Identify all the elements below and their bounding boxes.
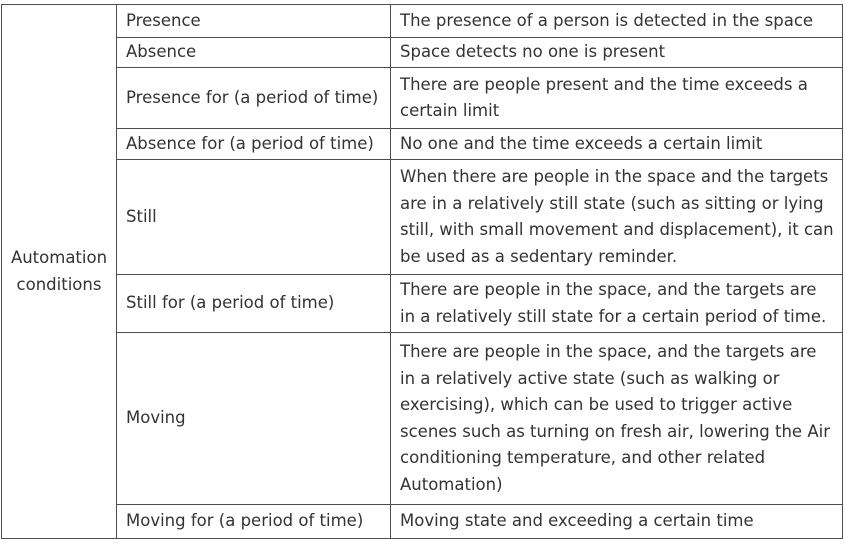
automation-conditions-table bbox=[1, 4, 843, 539]
table-row bbox=[2, 129, 843, 160]
group-label-cell bbox=[2, 5, 117, 539]
condition-name: Presence for (a period of time) bbox=[117, 68, 391, 129]
table-row bbox=[2, 5, 843, 38]
condition-description: No one and the time exceeds a certain limit bbox=[391, 129, 843, 160]
condition-name: Presence bbox=[117, 5, 391, 38]
condition-name: Absence for (a period of time) bbox=[117, 129, 391, 160]
condition-name: Absence bbox=[117, 38, 391, 68]
condition-description: Space detects no one is present bbox=[391, 38, 843, 68]
table-row bbox=[2, 333, 843, 505]
table-row bbox=[2, 68, 843, 129]
condition-name: Moving for (a period of time) bbox=[117, 505, 391, 539]
table-row bbox=[2, 505, 843, 539]
condition-description: There are people in the space, and the targets are in a relatively still state for a certain period of time. bbox=[391, 275, 843, 333]
condition-description: Moving state and exceeding a certain time bbox=[391, 505, 843, 539]
table-row bbox=[2, 275, 843, 333]
condition-description: When there are people in the space and the targets are in a relatively still state (such as sitting or lying still, with small movement and displacement), it can be used as a sedentary reminder. bbox=[391, 160, 843, 275]
condition-name: Moving bbox=[117, 333, 391, 505]
condition-description: There are people in the space, and the targets are in a relatively active state (such as walking or exercising), which can be used to trigger active scenes such as turning on fresh air, lowering the Air conditioning temperature, and other related Automation) bbox=[391, 333, 843, 505]
group-label: Automation conditions bbox=[10, 248, 108, 294]
condition-description: There are people present and the time exceeds a certain limit bbox=[391, 68, 843, 129]
table-row bbox=[2, 38, 843, 68]
condition-name: Still for (a period of time) bbox=[117, 275, 391, 333]
condition-description: The presence of a person is detected in the space bbox=[391, 5, 843, 38]
table-row bbox=[2, 160, 843, 275]
condition-name: Still bbox=[117, 160, 391, 275]
